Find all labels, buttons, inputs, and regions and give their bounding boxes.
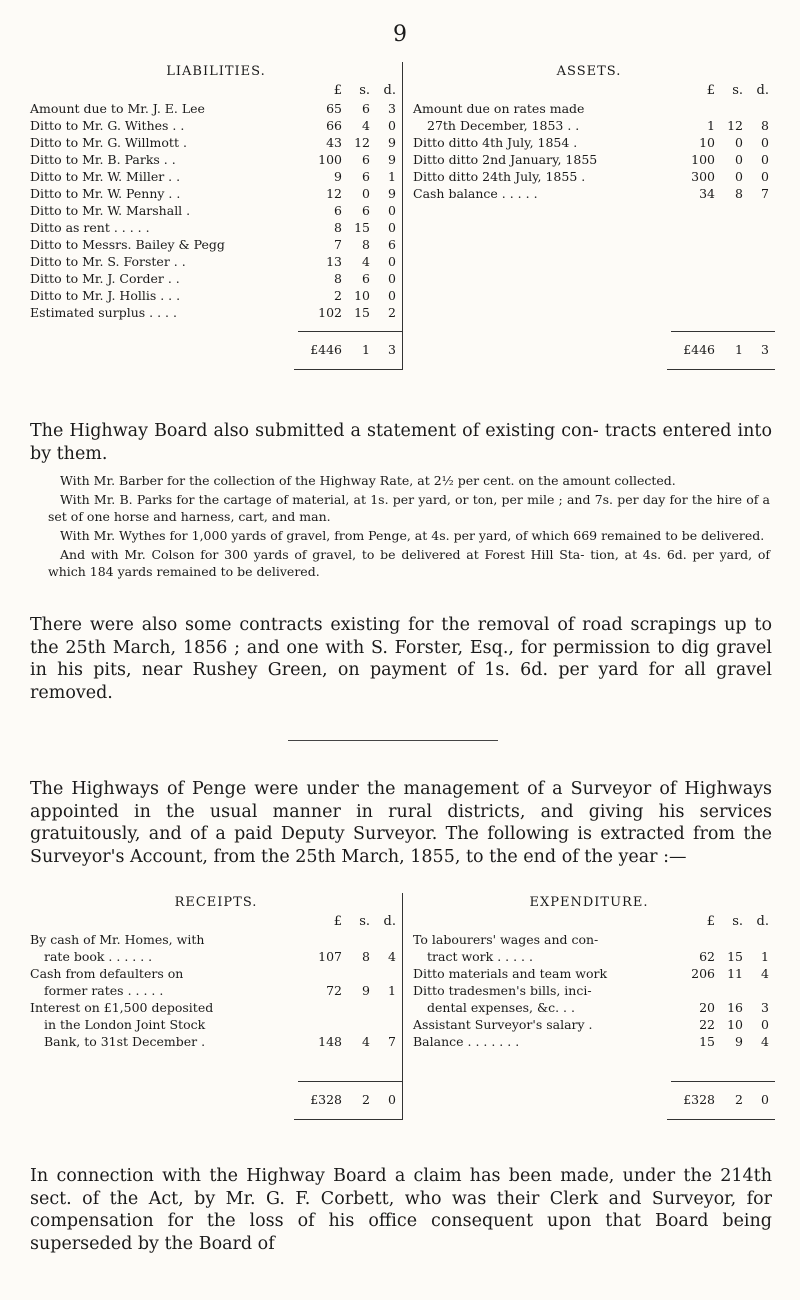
assets-heading: ASSETS. — [556, 64, 622, 79]
receipt-row: By cash of Mr. Homes, with rate book . . . . . . 107 8 4 — [30, 932, 396, 964]
liability-row: Ditto to Mr. W. Marshall . 6 6 0 — [30, 203, 396, 218]
assets-column — [403, 62, 775, 370]
liability-row: Ditto to Mr. W. Penny . . 12 0 9 — [30, 186, 396, 201]
liability-row: Ditto to Mr. W. Miller . . 9 6 1 — [30, 169, 396, 184]
liability-row: Ditto to Mr. J. Corder . . 8 6 0 — [30, 271, 396, 286]
contract-item: And with Mr. Colson for 300 yards of gravel, to be delivered at Forest Hill Sta- tion, at 4s. 6d. per yard, of which 184 yards remained to be delivered. — [48, 547, 770, 579]
assets-total: £446 1 3 — [671, 331, 775, 370]
liability-row: Ditto to Mr. J. Hollis . . . 2 10 0 — [30, 288, 396, 303]
expenditure-row: Ditto tradesmen's bills, inci- dental expenses, &c. . . 20 16 3 — [413, 983, 769, 1015]
expenditure-total: £328 2 0 — [671, 1081, 775, 1120]
receipts-total: £328 2 0 — [298, 1081, 402, 1120]
liability-row: Estimated surplus . . . . 102 15 2 — [30, 305, 396, 320]
expenditure-row: Ditto materials and team work 206 11 4 — [413, 966, 769, 981]
receipt-row: Cash from defaulters on former rates . . . . . 72 9 1 — [30, 966, 396, 998]
paragraph-corbett-claim: In connection with the Highway Board a claim has been made, under the 214th sect. of the Act, by Mr. G. F. Corbett, who was their Clerk and Surveyor, for compensation for the loss of his office consequent upon that Board being superseded by the Board of — [30, 1166, 772, 1254]
asset-row: Ditto ditto 4th July, 1854 . 10 0 0 — [413, 135, 769, 150]
expenditure-row: Balance . . . . . . . 15 9 4 — [413, 1034, 769, 1049]
paragraph-contracts-intro: The Highway Board also submitted a statement of existing con- tracts entered into by them. — [30, 421, 772, 464]
liability-row: Ditto as rent . . . . . 8 15 0 — [30, 220, 396, 235]
paragraph-road-scrapings: There were also some contracts existing for the removal of road scrapings up to the 25th March, 1856 ; and one with S. Forster, Esq., for permission to dig gravel in his pits, near Rushey Green, on payment of 1s. 6d. per yard for all gravel removed. — [30, 615, 772, 703]
page-number: 9 — [393, 22, 407, 47]
liabilities-total: £446 1 3 — [298, 331, 402, 370]
expenditure-row: Assistant Surveyor's salary . 22 10 0 — [413, 1017, 769, 1032]
contract-item: With Mr. B. Parks for the cartage of material, at 1s. per yard, or ton, per mile ; and 7s. per day for the hire of a set of one horse and harness, cart, and man. — [48, 492, 770, 524]
liabilities-heading: LIABILITIES. — [166, 64, 266, 79]
units-header: £ s. d. — [333, 914, 396, 929]
asset-row: Amount due on rates made 27th December, 1853 . . 1 12 8 — [413, 101, 769, 133]
contract-item: With Mr. Barber for the collection of the Highway Rate, at 2½ per cent. on the amount collected. — [60, 473, 676, 488]
asset-row: Cash balance . . . . . 34 8 7 — [413, 186, 769, 201]
receipts-column — [30, 893, 403, 1120]
liability-row: Ditto to Mr. G. Willmott . 43 12 9 — [30, 135, 396, 150]
liability-row: Ditto to Mr. G. Withes . . 66 4 0 — [30, 118, 396, 133]
contracts-list — [48, 472, 770, 582]
liability-row: Amount due to Mr. J. E. Lee 65 6 3 — [30, 101, 396, 116]
expenditure-column — [403, 893, 775, 1120]
liability-row: Ditto to Mr. B. Parks . . 100 6 9 — [30, 152, 396, 167]
section-divider — [288, 740, 498, 741]
liability-row: Ditto to Mr. S. Forster . . 13 4 0 — [30, 254, 396, 269]
receipt-row: Interest on £1,500 deposited in the London Joint Stock Bank, to 31st December . 148 4 7 — [30, 1000, 396, 1049]
liabilities-assets-table — [30, 62, 775, 370]
units-header: £ s. d. — [706, 83, 769, 98]
expenditure-row: To labourers' wages and con- tract work . . . . . 62 15 1 — [413, 932, 769, 964]
contract-item: With Mr. Wythes for 1,000 yards of gravel, from Penge, at 4s. per yard, of which 669 remained to be delivered. — [60, 528, 765, 543]
asset-row: Ditto ditto 2nd January, 1855 100 0 0 — [413, 152, 769, 167]
asset-row: Ditto ditto 24th July, 1855 . 300 0 0 — [413, 169, 769, 184]
receipts-heading: RECEIPTS. — [174, 895, 258, 910]
liabilities-column — [30, 62, 403, 370]
units-header: £ s. d. — [706, 914, 769, 929]
units-header: £ s. d. — [333, 83, 396, 98]
paragraph-highways-penge: The Highways of Penge were under the management of a Surveyor of Highways appointed in the usual manner in rural districts, and giving his services gratuitously, and of a paid Deputy Surveyor. The following is extracted from the Surveyor's Account, from the 25th March, 1855, to the end of the year :— — [30, 779, 772, 867]
receipts-expenditure-table — [30, 893, 775, 1120]
expenditure-heading: EXPENDITURE. — [529, 895, 649, 910]
liability-row: Ditto to Messrs. Bailey & Pegg 7 8 6 — [30, 237, 396, 252]
